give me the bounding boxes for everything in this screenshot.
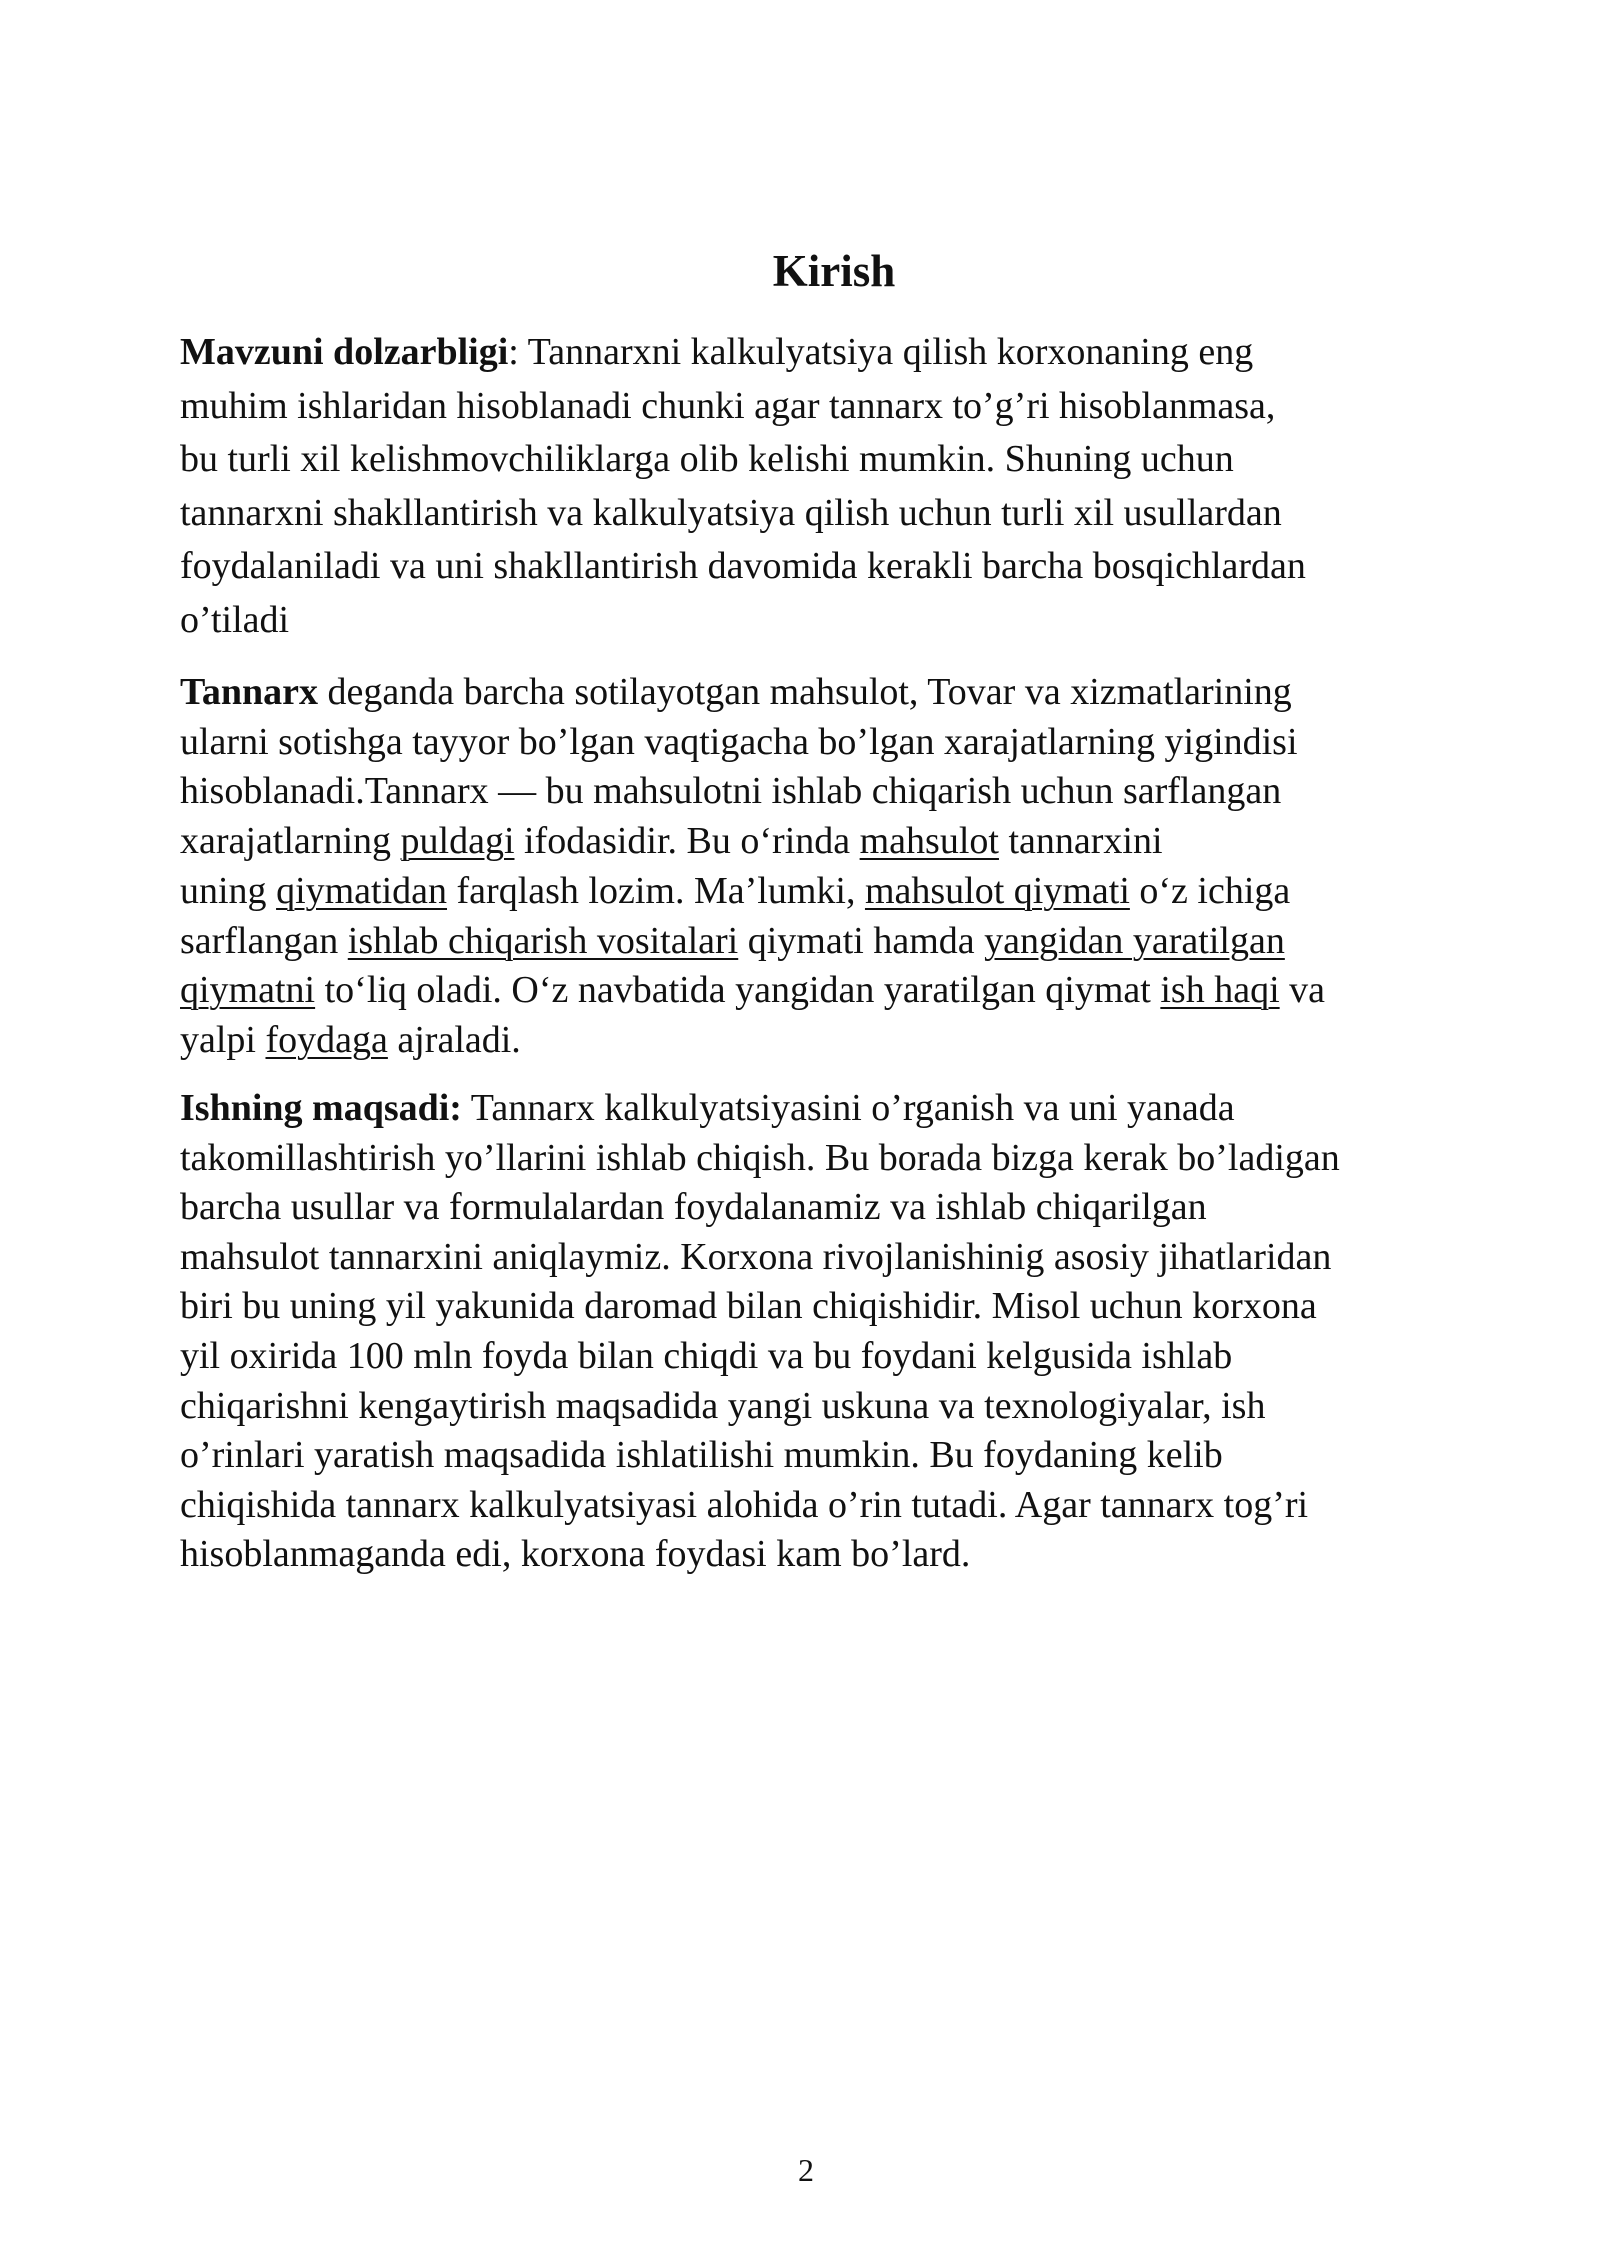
text-line: o’rinlari yaratish maqsadida ishlatilishi mumkin. Bu foydaning kelib (180, 1434, 1223, 1477)
text-span: to‘liq oladi. O‘z navbatida yangidan yaratilgan qiymat (315, 969, 1161, 1012)
text-span: yalpi (180, 1018, 266, 1061)
link-mahsulot[interactable]: mahsulot (859, 820, 999, 863)
paragraph-goal (180, 1084, 1510, 1580)
text-line: foydalaniladi va uni shakllantirish davomida kerakli barcha bosqichlardan (180, 545, 1306, 587)
link-puldagi[interactable]: puldagi (400, 820, 515, 863)
page-title: Kirish (772, 246, 896, 296)
text-span: xarajatlarning (180, 820, 401, 863)
text-span: sarflangan (180, 919, 348, 962)
text-line: hisoblanmaganda edi, korxona foydasi kam bo’lard. (180, 1533, 971, 1576)
text-line (180, 966, 1510, 1016)
text-span: Tannarx kalkulyatsiyasini o’rganish va uni yanada (461, 1087, 1235, 1129)
text-line (180, 867, 1510, 917)
text-span: : Tannarxni kalkulyatsiya qilish korxonaning eng (508, 331, 1254, 373)
text-line: yil oxirida 100 mln foyda bilan chiqdi va bu foydani kelgusida ishlab (180, 1334, 1233, 1377)
text-span: va (1279, 969, 1326, 1012)
text-line: tannarxni shakllantirish va kalkulyatsiya qilish uchun turli xil usullardan (180, 491, 1282, 534)
text-line: bu turli xil kelishmovchiliklarga olib kelishi mumkin. Shuning uchun (180, 438, 1234, 480)
link-ish-haqi[interactable]: ish haqi (1160, 969, 1280, 1012)
text-line: biri bu uning yil yakunida daromad bilan chiqishidir. Misol uchun korxona (180, 1285, 1317, 1328)
text-line: chiqarishni kengaytirish maqsadida yangi uskuna va texnologiyalar, ish (180, 1384, 1266, 1427)
link-foydaga[interactable]: foydaga (265, 1018, 388, 1061)
text-span: qiymati hamda (738, 919, 985, 962)
text-line (180, 917, 1510, 967)
paragraph-relevance (180, 326, 1510, 647)
text-line: o’tiladi (180, 598, 290, 641)
link-qiymatidan[interactable]: qiymatidan (276, 869, 448, 912)
text-line: barcha usullar va formulalardan foydalanamiz va ishlab chiqarilgan (180, 1186, 1207, 1229)
link-qiymatni[interactable]: qiymatni (180, 969, 316, 1012)
page-number: 2 (798, 2152, 814, 2188)
text-line: muhim ishlaridan hisoblanadi chunki agar tannarx to’g’ri hisoblanmasa, (180, 384, 1276, 427)
paragraph-cost-definition (180, 668, 1510, 1066)
link-ishlab-chiqarish-vositalari[interactable]: ishlab chiqarish vositalari (347, 919, 739, 962)
text-line (180, 1016, 1510, 1066)
text-line: takomillashtirish yo’llarini ishlab chiqish. Bu borada bizga kerak bo’ladigan (180, 1136, 1340, 1179)
link-yangidan-yaratilgan[interactable]: yangidan yaratilgan (984, 919, 1285, 962)
text-span: deganda barcha sotilayotgan mahsulot, Tovar va xizmatlarining (318, 671, 1292, 713)
text-span: farqlash lozim. Ma’lumki, (447, 869, 865, 912)
text-span: ifodasidir. Bu o‘rinda (514, 820, 860, 863)
text-line: mahsulot tannarxini aniqlaymiz. Korxona rivojlanishinig asosiy jihatlaridan (180, 1235, 1332, 1278)
text-line: ularni sotishga tayyor bo’lgan vaqtigacha bo’lgan xarajatlarning yigindisi (180, 720, 1298, 763)
paragraph-lead: Mavzuni dolzarbligi (180, 331, 509, 373)
text-span: tannarxini (998, 820, 1163, 863)
paragraph-lead: Tannarx (180, 671, 318, 713)
text-span: o‘z ichiga (1129, 869, 1291, 912)
text-span: uning (180, 869, 277, 912)
text-line (180, 817, 1510, 867)
text-line: chiqishida tannarx kalkulyatsiyasi alohida o’rin tutadi. Agar tannarx tog’ri (180, 1483, 1309, 1526)
text-line (180, 326, 1510, 380)
text-line: hisoblanadi.Tannarx — bu mahsulotni ishlab chiqarish uchun sarflangan (180, 770, 1282, 813)
text-line (180, 668, 1510, 718)
paragraph-lead: Ishning maqsadi: (180, 1087, 462, 1129)
text-line (180, 1084, 1510, 1134)
link-mahsulot-qiymati[interactable]: mahsulot qiymati (864, 869, 1130, 912)
text-span: ajraladi. (387, 1018, 521, 1061)
